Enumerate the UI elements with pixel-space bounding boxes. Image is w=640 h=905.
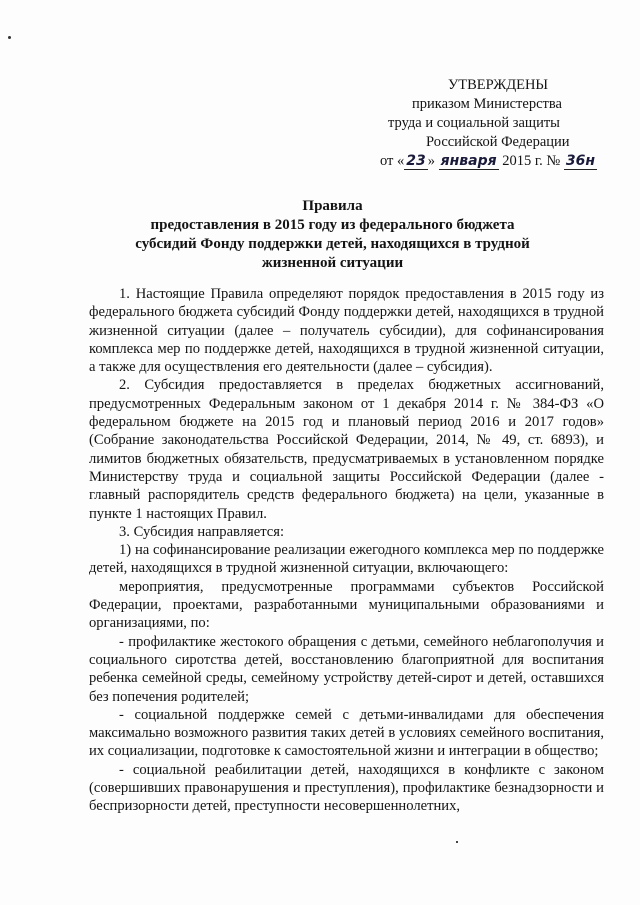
approval-stamp bbox=[360, 76, 610, 171]
paragraph-6: - профилактике жестокого обращения с детьми, семейного неблагополучия и социального сиротства детей, восстановлению благоприятной для воспитания ребенка семейной среды, семейному устройству детей-сирот и детей, оставшихся без попечения родителей; bbox=[89, 633, 604, 705]
approval-line-2: труда и социальной защиты bbox=[388, 115, 560, 131]
paragraph-4: 1) на софинансирование реализации ежегодного комплекса мер по поддержке детей, находящихся в трудной жизненной ситуации, включающего: bbox=[89, 542, 604, 577]
paragraph-3: 3. Субсидия направляется: bbox=[119, 523, 285, 540]
date-separator: » bbox=[427, 153, 436, 169]
title-line-2: предоставления в 2015 году из федерального бюджета bbox=[150, 217, 515, 233]
date-day-handwritten: 23 bbox=[406, 153, 426, 169]
date-year: 2015 г. № bbox=[502, 153, 561, 169]
date-prefix: от « bbox=[380, 153, 405, 169]
scan-artifact bbox=[8, 36, 11, 39]
title-line-1: Правила bbox=[302, 198, 363, 214]
paragraph-7: - социальной поддержке семей с детьми-инвалидами для обеспечения максимально возможного развития таких детей в условиях семейного воспитания, их социализации, подготовке к самостоятельной жизни и интеграции в общество; bbox=[89, 706, 604, 760]
title-line-3: субсидий Фонду поддержки детей, находящихся в трудной bbox=[135, 236, 530, 252]
paragraph-1: 1. Настоящие Правила определяют порядок предоставления в 2015 году из федерального бюджета субсидий Фонду поддержки детей, находящихся в трудной жизненной ситуации (далее – получатель субсидии), для софинансирования комплекса мер по поддержке детей, находящихся в трудной жизненной ситуации, а также для осуществления его деятельности (далее – субсидия). bbox=[89, 286, 604, 376]
approval-date-line bbox=[360, 152, 610, 171]
paragraph-8: - социальной реабилитации детей, находящихся в конфликте с законом (совершивших правонарушения и преступления), профилактике безнадзорности и беспризорности детей, преступности несовершеннолетних, bbox=[89, 761, 604, 815]
paragraph-2: 2. Субсидия предоставляется в пределах бюджетных ассигнований, предусмотренных Федеральным законом от 1 декабря 2014 г. № 384-ФЗ «О федеральном бюджете на 2015 год и плановый период 2016 и 2017 годов» (Собрание законодательства Российской Федерации, 2014, № 49, ст. 6893), и лимитов бюджетных обязательств, предусматриваемых в установленном порядке Министерству труда и социальной защиты Российской Федерации (далее - главный распорядитель средств федерального бюджета) на цели, указанные в пункте 1 настоящих Правил. bbox=[89, 377, 604, 522]
title-line-4: жизненной ситуации bbox=[261, 255, 404, 271]
approval-heading: УТВЕРЖДЕНЫ bbox=[448, 77, 549, 93]
approval-line-3: Российской Федерации bbox=[426, 134, 570, 150]
paragraph-5: мероприятия, предусмотренные программами субъектов Российской Федерации, проектами, разработанными муниципальными образованиями и организациями, по: bbox=[89, 578, 604, 632]
document-body bbox=[89, 285, 604, 816]
scan-artifact bbox=[456, 841, 458, 843]
document-title bbox=[60, 197, 605, 273]
date-month-handwritten: января bbox=[440, 153, 497, 169]
approval-line-1: приказом Министерства bbox=[412, 96, 562, 112]
order-number-handwritten: 36н bbox=[565, 153, 596, 169]
